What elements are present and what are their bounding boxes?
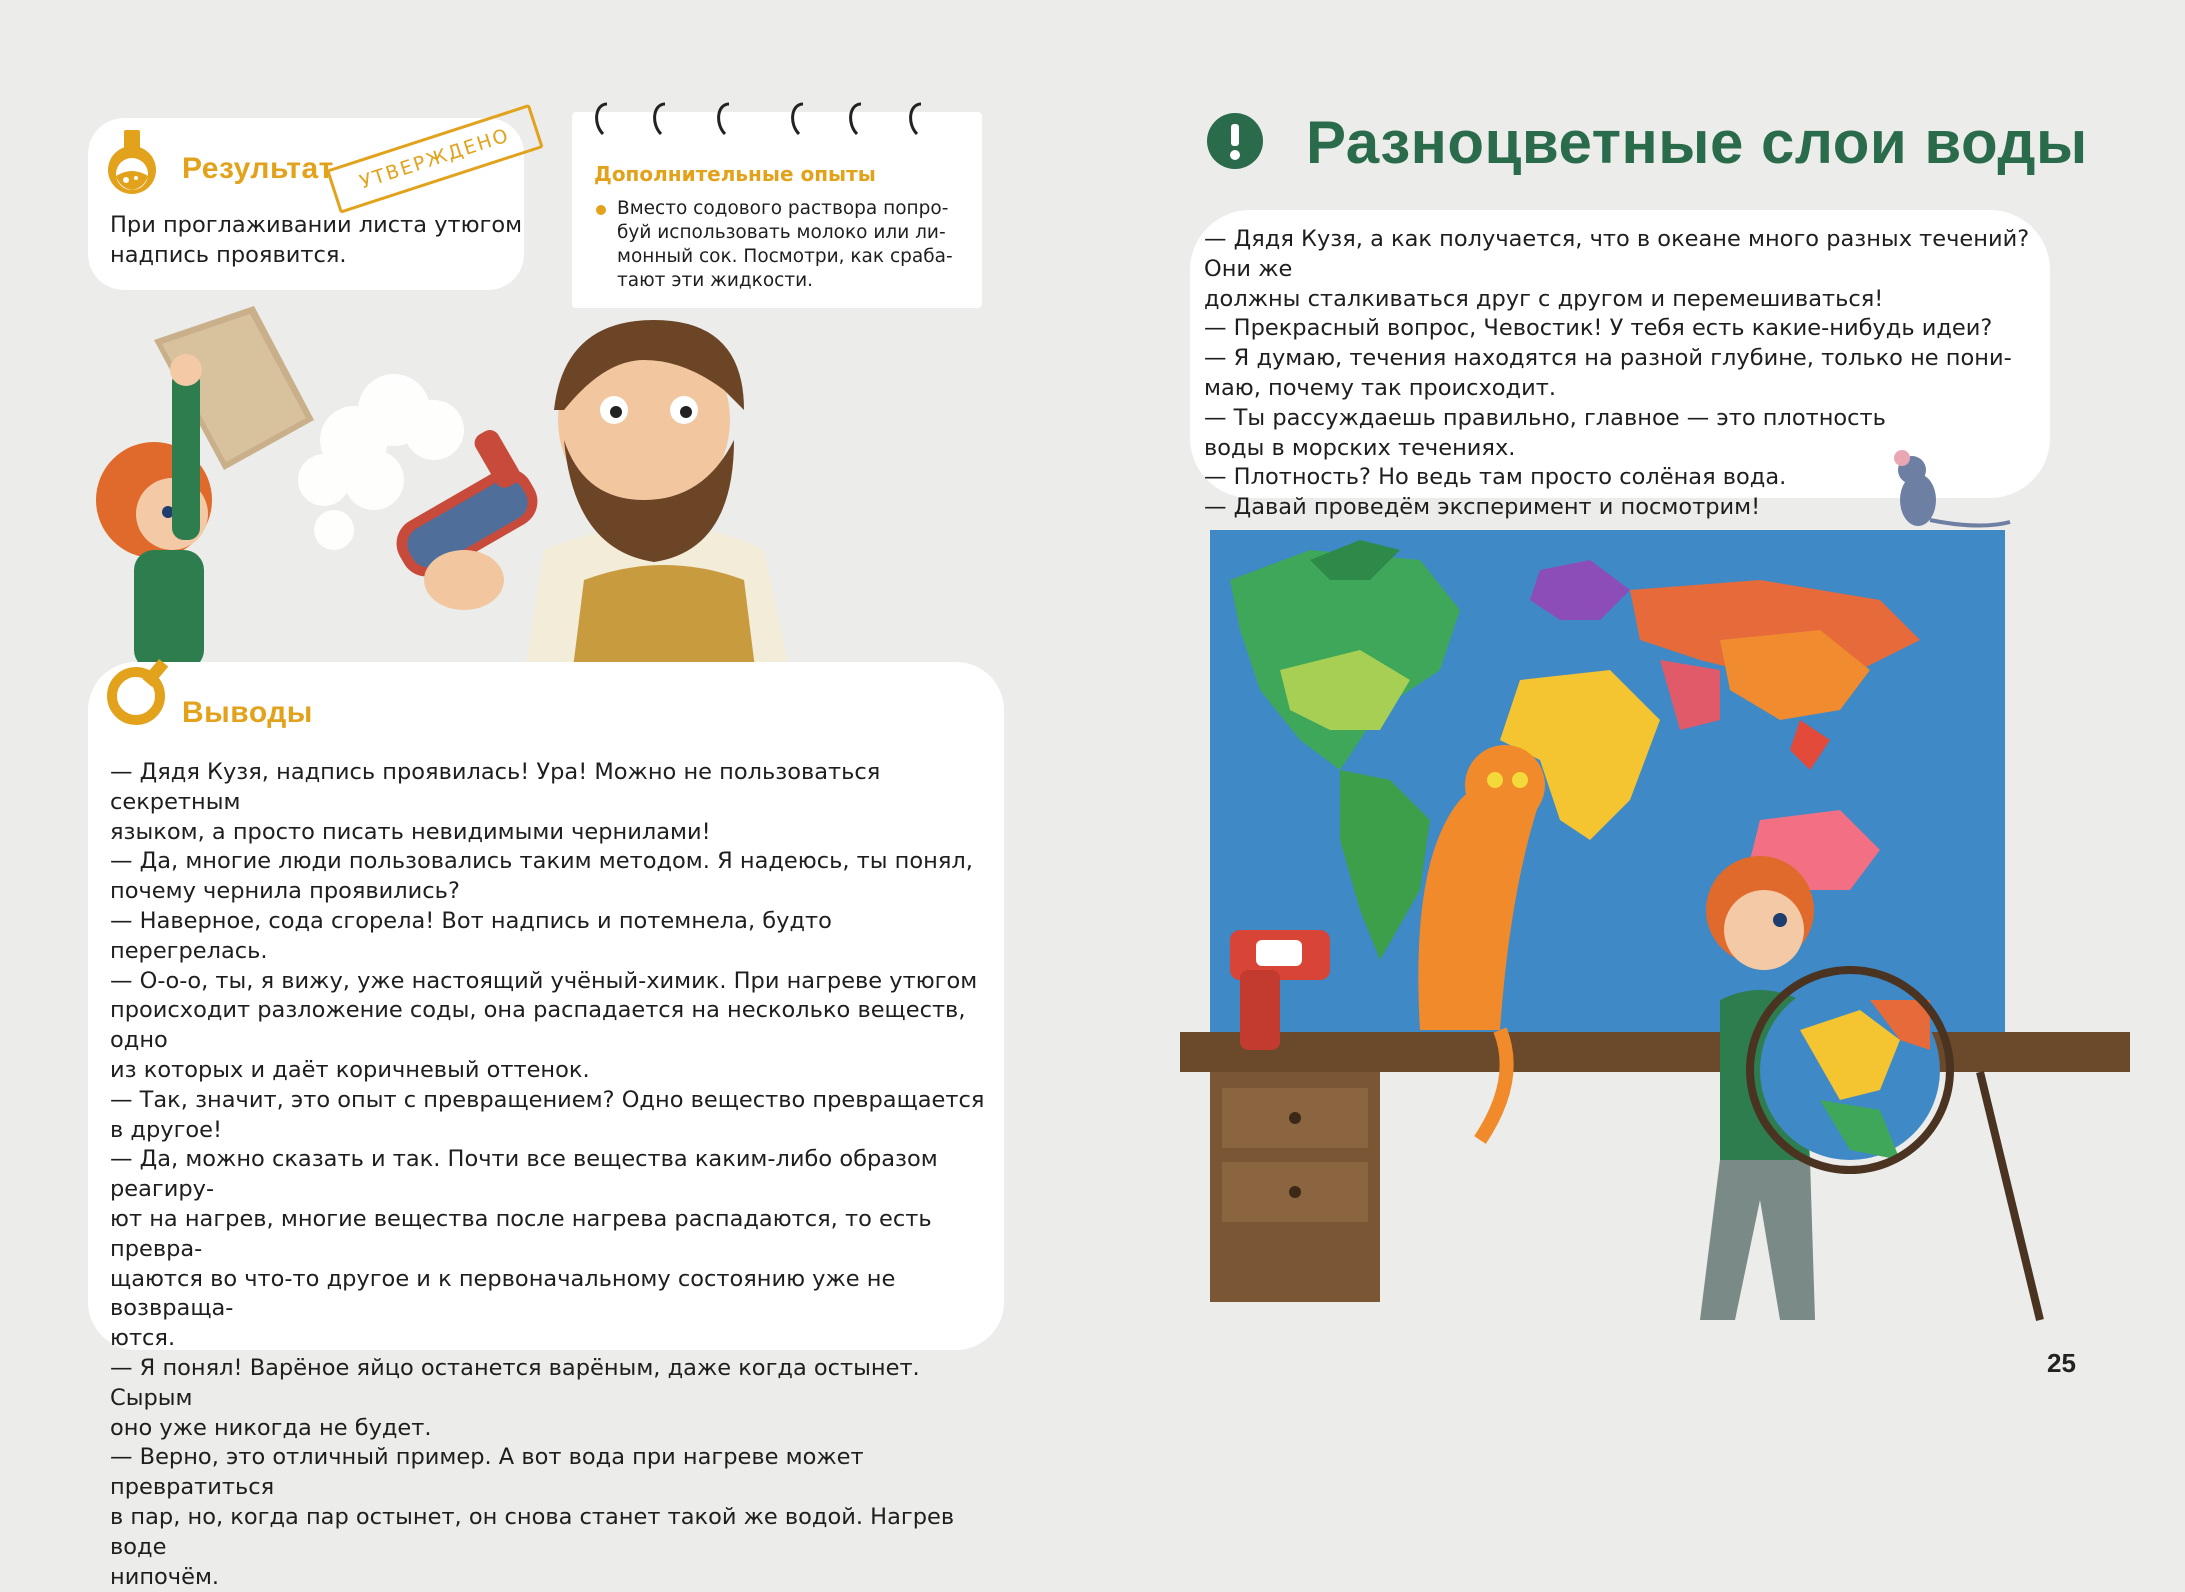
dialogue-line: маю, почему так происходит. <box>1204 374 1556 401</box>
conclusions-line: — Да, можно сказать и так. Почти все вещества каким-либо образом реагиру- <box>110 1146 938 1203</box>
conclusions-line: — Наверное, сода сгорела! Вот надпись и потемнела, будто перегрелась. <box>110 907 832 964</box>
additional-line: тают эти жидкости. <box>617 270 814 291</box>
conclusions-line: нипочём. <box>110 1563 220 1590</box>
conclusions-line: ются. <box>110 1325 176 1352</box>
conclusions-line: происходит разложение соды, она распадается на несколько веществ, одно <box>110 997 966 1054</box>
conclusions-line: из которых и даёт коричневый оттенок. <box>110 1056 590 1083</box>
additional-text <box>617 197 979 293</box>
dialogue-line: должны сталкиваться друг с другом и перемешиваться! <box>1204 285 1884 312</box>
conclusions-line: — Дядя Кузя, надпись проявилась! Ура! Можно не пользоваться секретным <box>110 759 881 815</box>
conclusions-line: почему чернила проявились? <box>110 878 460 905</box>
dialogue-line: — Прекрасный вопрос, Чевостик! У тебя есть какие-нибудь идеи? <box>1204 315 1993 342</box>
dialogue-line: — Ты рассуждаешь правильно, главное — это плотность <box>1204 404 1886 431</box>
world-map-illustration <box>1160 440 2160 1340</box>
conclusions-line: — Так, значит, это опыт с превращением? Одно вещество превращается <box>110 1086 985 1113</box>
additional-line: монный сок. Посмотри, как сраба- <box>617 246 953 267</box>
bullet-icon <box>596 205 606 215</box>
dialogue-line: воды в морских течениях. <box>1204 434 1516 461</box>
conclusions-text <box>110 758 990 1592</box>
conclusions-line: языком, а просто писать невидимыми чернилами! <box>110 818 711 845</box>
conclusions-heading: Выводы <box>182 696 313 729</box>
dialogue-line: — Я думаю, течения находятся на разной глубине, только не пони- <box>1204 345 2012 372</box>
dialogue-line: — Плотность? Но ведь там просто солёная вода. <box>1204 464 1787 491</box>
conclusions-line: ют на нагрев, многие вещества после нагрева распадаются, то есть превра- <box>110 1205 932 1262</box>
result-text <box>110 210 540 270</box>
conclusions-line: щаются во что-то другое и к первоначальному состоянию уже не возвраща- <box>110 1265 896 1322</box>
magnifier-icon <box>104 652 184 732</box>
dialogue-line: — Дядя Кузя, а как получается, что в океане много разных течений? Они же <box>1204 226 2030 282</box>
additional-heading: Дополнительные опыты <box>594 162 876 186</box>
conclusions-line: — Да, многие люди пользовались таким методом. Я надеюсь, ты понял, <box>110 848 973 875</box>
page-number: 25 <box>2047 1348 2076 1378</box>
result-line: При проглаживании листа утюгом <box>110 212 523 238</box>
approved-stamp: УТВЕРЖДЕНО <box>326 104 544 214</box>
conclusions-line: — О-о-о, ты, я вижу, уже настоящий учёный-химик. При нагреве утюгом <box>110 967 978 994</box>
flask-icon <box>104 128 164 198</box>
page-title: Разноцветные слои воды <box>1306 109 2088 176</box>
result-line: надпись проявится. <box>110 242 347 268</box>
conclusions-line: — Я понял! Варёное яйцо останется варёным, даже когда остынет. Сырым <box>110 1354 920 1411</box>
additional-line: буй использовать молоко или ли- <box>617 222 946 243</box>
dialogue-line: — Давай проведём эксперимент и посмотрим! <box>1204 494 1761 521</box>
conclusions-line: в пар, но, когда пар остынет, он снова станет такой же водой. Нагрев воде <box>110 1503 955 1560</box>
conclusions-line: — Верно, это отличный пример. А вот вода при нагреве может превратиться <box>110 1444 864 1501</box>
conclusions-line: в другое! <box>110 1116 223 1143</box>
additional-line: Вместо содового раствора попро- <box>617 198 949 219</box>
conclusions-line: оно уже никогда не будет. <box>110 1414 432 1441</box>
exclamation-icon <box>1206 112 1264 170</box>
spiral-binding-icon <box>585 94 945 144</box>
result-heading: Результат <box>182 152 334 185</box>
